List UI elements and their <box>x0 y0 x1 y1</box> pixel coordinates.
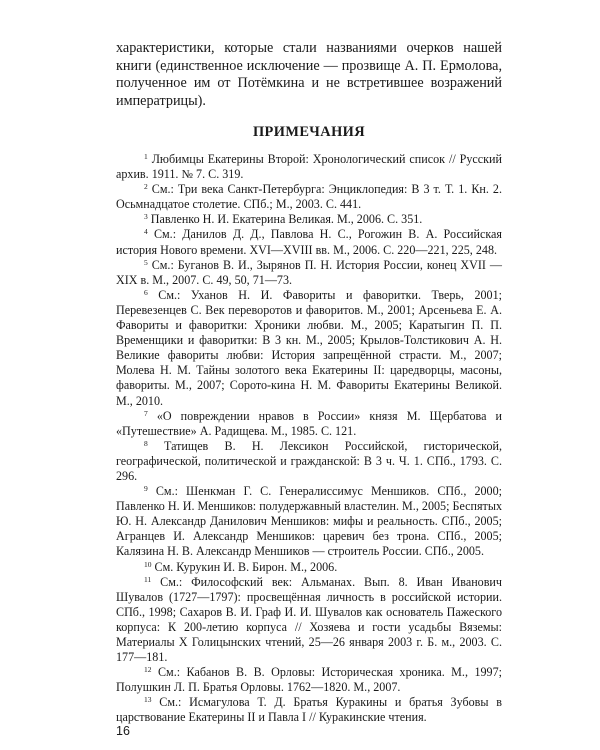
footnote-text: См.: Шенкман Г. С. Генералиссимус Меншиков. СПб., 2000; Павленко Н. И. Меншиков: полудержавный властелин. М., 2005; Беспятых Ю. Н. Александр Данилович Меншиков: мифы и реальность. СПб., 2005; Агранцев И. Александр Меншиков: царевич без трона. СПб., 2005; Калязина Н. В. Александр Меншиков — строитель России. СПб., 2005. <box>116 484 502 559</box>
footnote-number: 9 <box>144 484 148 494</box>
footnote <box>116 695 502 725</box>
footnote-number: 3 <box>144 212 148 222</box>
footnote-number: 2 <box>144 182 148 192</box>
footnote <box>116 665 502 695</box>
footnote <box>116 258 502 288</box>
notes-list <box>116 152 502 726</box>
footnote-text: Любимцы Екатерины Второй: Хронологический список // Русский архив. 1911. № 7. С. 319. <box>116 152 502 182</box>
footnote-text: «О повреждении нравов в России» князя М. Щербатова и «Путешествие» А. Радищева. М., 1985. С. 121. <box>116 408 502 438</box>
intro-paragraph <box>116 40 502 110</box>
page-number: 16 <box>116 724 130 738</box>
footnote-number: 4 <box>144 227 148 237</box>
footnote-number: 7 <box>144 408 148 418</box>
footnote <box>116 439 502 484</box>
footnote-text: См.: Буганов В. И., Зырянов П. Н. История России, конец XVII — XIX в. М., 2007. С. 49, 50, 71—73. <box>116 257 502 287</box>
footnote <box>116 227 502 257</box>
footnote <box>116 409 502 439</box>
footnote-text: См.: Данилов Д. Д., Павлова Н. С., Рогожин В. А. Российская история Нового времени. XVI—XVIII вв. М., 2006. С. 220—221, 225, 248. <box>116 227 502 257</box>
footnote-number: 10 <box>144 559 152 569</box>
footnote-text: См. Курукин И. В. Бирон. М., 2006. <box>154 559 338 574</box>
footnote-text: Павленко Н. И. Екатерина Великая. М., 2006. С. 351. <box>150 212 423 227</box>
footnote-text: См.: Уханов Н. И. Фавориты и фаворитки. Тверь, 2001; Перевезенцев С. Век переворотов и фаворитов. М., 2001; Арсеньева Е. А. Фавориты и фаворитки: Хроники любви. М., 2005; Каратыгин П. П. Временщики и фаворитки: В 3 кн. М., 2005; Крылов-Толстикович А. Н. Великие фавориты любви: История запрещённой страсти. М., 2007; Молева Н. М. Тайны золотого века Екатерины II: царедворцы, масоны, фавориты. М., 2007; Сорото-кина Н. М. Фавориты Екатерины Великой. М., 2010. <box>116 287 502 408</box>
footnote-text: См.: Философский век: Альманах. Вып. 8. Иван Иванович Шувалов (1727—1797): просвещённая личность в российской истории. СПб., 1998; Сахаров В. И. Граф И. И. Шувалов как основатель Пажеского корпуса: К 200-летию корпуса // Хозяева и гости усадьбы Вяземы: Материалы X Голицынских чтений, 25—26 января 2003 г. Б. м., 2003. С. 177—181. <box>116 574 502 665</box>
footnote <box>116 182 502 212</box>
footnote-number: 5 <box>144 257 148 267</box>
footnote-text: Татищев В. Н. Лексикон Российской, гисторической, географической, политической и гражданской: В 3 ч. Ч. 1. СПб., 1793. С. 296. <box>116 438 502 483</box>
footnote-number: 12 <box>144 665 152 675</box>
footnote-text: См.: Исмагулова Т. Д. Братья Куракины и братья Зубовы в царствование Екатерины II и Павла I // Куракинские чтения. <box>116 695 502 725</box>
footnote <box>116 575 502 666</box>
footnote <box>116 484 502 559</box>
footnote-text: См.: Кабанов В. В. Орловы: Историческая хроника. М., 1997; Полушкин Л. П. Братья Орловы. 1762—1820. М., 2007. <box>116 665 502 695</box>
footnote <box>116 288 502 409</box>
footnote <box>116 560 502 575</box>
footnote-number: 11 <box>144 574 152 584</box>
footnote-text: См.: Три века Санкт-Петербурга: Энциклопедия: В 3 т. Т. 1. Кн. 2. Осьмнадцатое столетие. СПб.; М., 2003. С. 441. <box>116 182 502 212</box>
footnote-number: 1 <box>144 152 148 161</box>
intro-text: характеристики, которые стали названиями очерков нашей книги (единственное исключение — прозвище А. П. Ермолова, полученное им от Потёмкина и не встретившее возражений императрицы). <box>116 40 502 109</box>
footnote <box>116 152 502 182</box>
footnote-number: 8 <box>144 438 148 448</box>
footnote-number: 6 <box>144 287 148 297</box>
notes-heading: ПРИМЕЧАНИЯ <box>252 124 366 140</box>
footnote-number: 13 <box>144 695 152 705</box>
footnote <box>116 212 502 227</box>
